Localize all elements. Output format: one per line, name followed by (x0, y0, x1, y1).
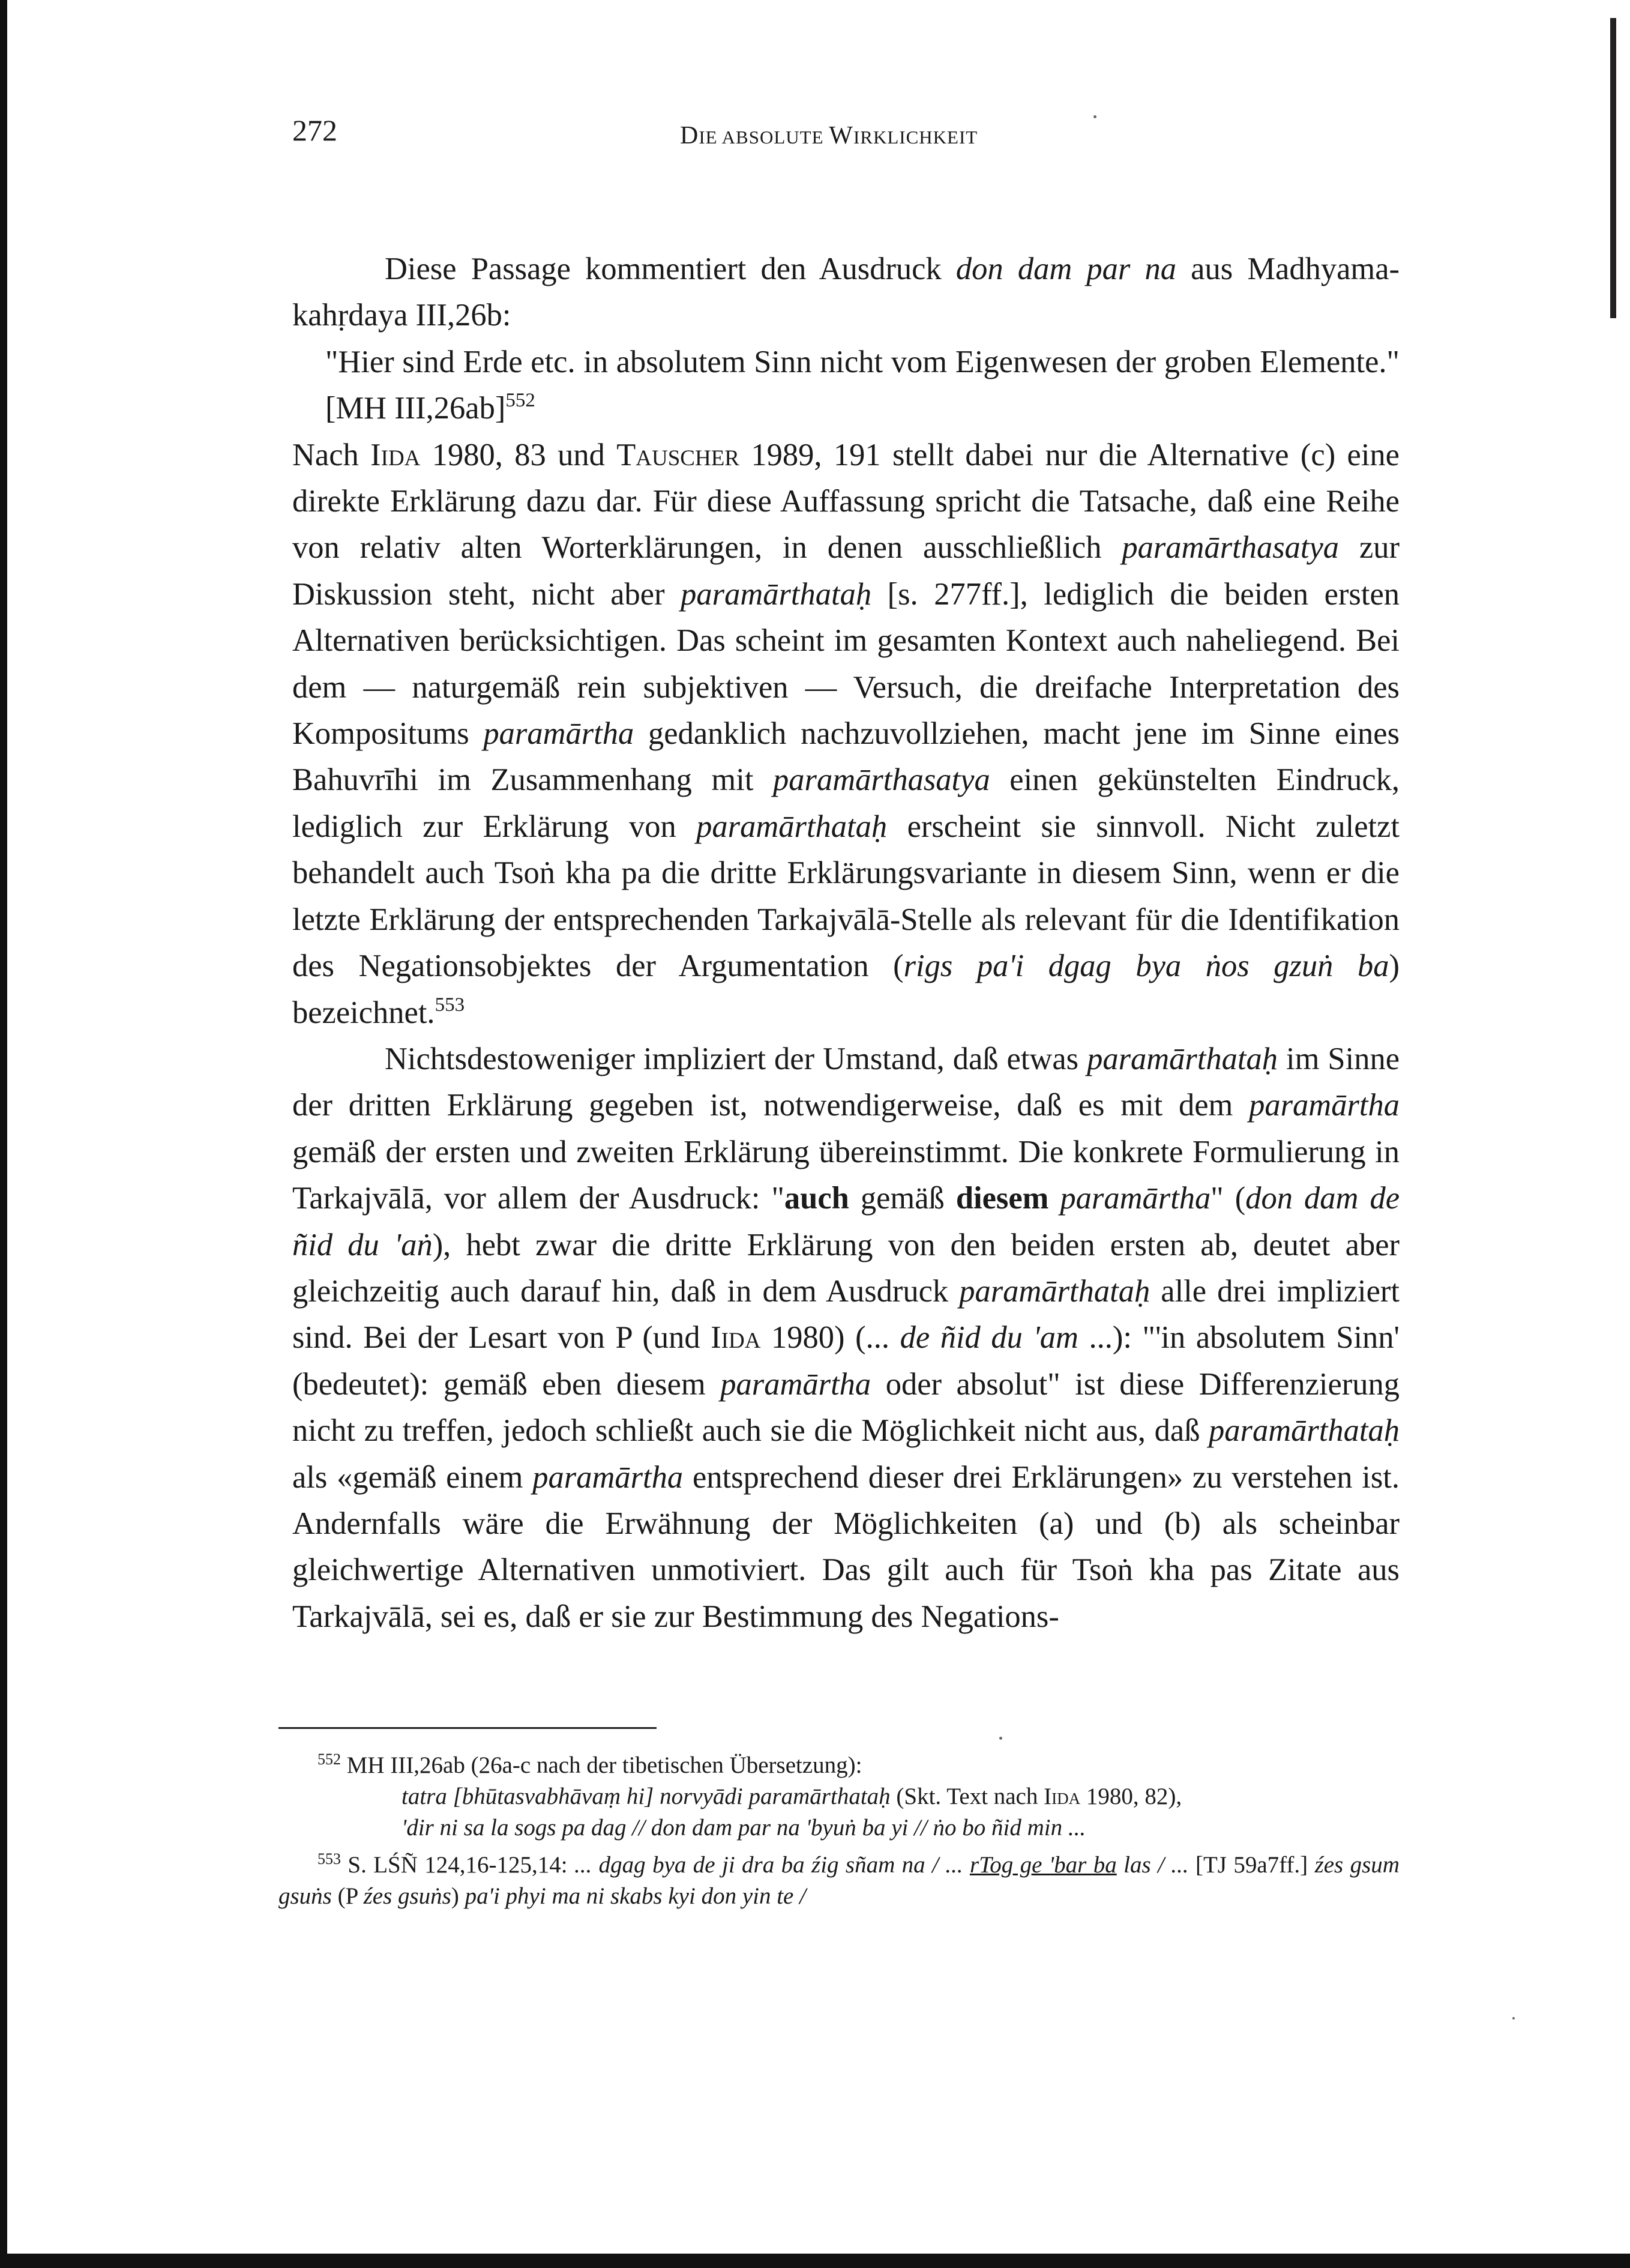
scan-speck (1093, 115, 1096, 118)
footnotes (278, 1750, 1400, 1912)
main-text (292, 246, 1400, 1640)
block-quote: "Hier sind Erde etc. in absolutem Sinn nicht vom Eigenwesen der groben Elemente." [MH III,26ab]$^{552}$ (325, 344, 1400, 426)
scan-edge-right (1610, 18, 1616, 318)
scan-edge-left (0, 0, 7, 2268)
scan-speck (1512, 2017, 1515, 2019)
page-number: 272 (292, 113, 337, 147)
footnote-ref-552[interactable]: 552 (505, 390, 535, 412)
footnote-552-tibetan: 'dir ni sa la sogs pa dag // don dam par na 'byuṅ ba yi // ṅo bo ñid min ... (401, 1815, 1086, 1841)
footnote-553: $^{553}$ S. LŚÑ 124,16-125,14: ... dgag bya de ji dra ba źig sñam na / ... rTog ge 'bar ba las / ... [TJ 59a7ff.] źes gsum gsuṅs (P źes gsuṅs) pa'i phyi ma ni skabs kyi don yin te / (278, 1850, 1400, 1909)
footnote-separator (278, 1727, 657, 1729)
scan-speck (999, 1737, 1002, 1740)
scan-edge-bottom (0, 2254, 1630, 2268)
paragraph-3: Nichtsdestoweniger impliziert der Umstand, daß etwas paramārthataḥ im Sinne der dritten Erklärung gegeben ist, notwendigerweise, daß es mit dem paramārtha gemäß der ersten und zweiten Erklärung übereinstimmt. Die konkrete Formulierung in Tarkajvālā, vor allem der Ausdruck: "auch gemäß diesem paramārtha" (don dam de ñid du 'aṅ), hebt zwar die dritte Erklärung von den beiden ersten ab, deutet aber gleichzeitig auch darauf hin, daß in dem Ausdruck paramārthataḥ alle drei impliziert sind. Bei der Lesart von P (und Iida 1980) (... de ñid du 'am ...): "'in absolutem Sinn' (bedeutet): gemäß eben diesem paramārtha oder absolut" ist diese Differenzierung nicht zu treffen, jedoch schließt auch sie die Möglichkeit nicht aus, daß paramārthataḥ als «gemäß einem paramārtha entsprechend dieser drei Erklärungen» zu verstehen ist. Andernfalls wäre die Erwähnung der Möglichkeiten (a) und (b) als scheinbar gleichwertige Alternativen unmotiviert. Das gilt auch für Tsoṅ kha pas Zitate aus Tarkajvālā, sei es, daß er sie zur Bestimmung des Negations- (292, 1041, 1400, 1634)
footnote-ref-553[interactable]: 553 (435, 994, 465, 1016)
running-title: DIE ABSOLUTE WIRKLICHKEIT (680, 122, 978, 149)
paragraph-1: Diese Passage kommentiert den Ausdruck don dam par na aus Madhyamakahṛdaya III,26b: (292, 252, 1400, 333)
footnote-552: $^{552}$ MH III,26ab (26a-c nach der tibetischen Übersetzung): (317, 1751, 862, 1778)
footnote-552-sanskrit: tatra [bhūtasvabhāvaṃ hi] norvyādi paramārthataḥ (Skt. Text nach Iida 1980, 82), (401, 1784, 1182, 1809)
paragraph-2: Nach Iida 1980, 83 und Tauscher 1989, 191 stellt dabei nur die Alternative (c) eine direkte Erklärung dazu dar. Für diese Auffassung spricht die Tatsache, daß eine Reihe von relativ alten Worterklärungen, in denen ausschließlich paramārthasatya zur Diskussion steht, nicht aber paramārthataḥ [s. 277ff.], lediglich die beiden ersten Alternativen berücksichtigen. Das scheint im gesamten Kontext auch naheliegend. Bei dem — naturgemäß rein subjektiven — Versuch, die dreifache Interpretation des Kompositums paramārtha gedanklich nachzuvollziehen, macht jene im Sinne eines Bahuvrīhi im Zusammenhang mit paramārthasatya einen gekünstelten Eindruck, lediglich zur Erklärung von paramārthataḥ erscheint sie sinnvoll. Nicht zuletzt behandelt auch Tsoṅ kha pa die dritte Erklärungsvariante in diesem Sinn, wenn er die letzte Erklärung der entsprechenden Tarkajvālā-Stelle als relevant für die Identifikation des Negationsobjektes der Argumentation (rigs pa'i dgag bya ṅos gzuṅ ba) bezeichnet.$^{553}$ (292, 437, 1400, 1030)
